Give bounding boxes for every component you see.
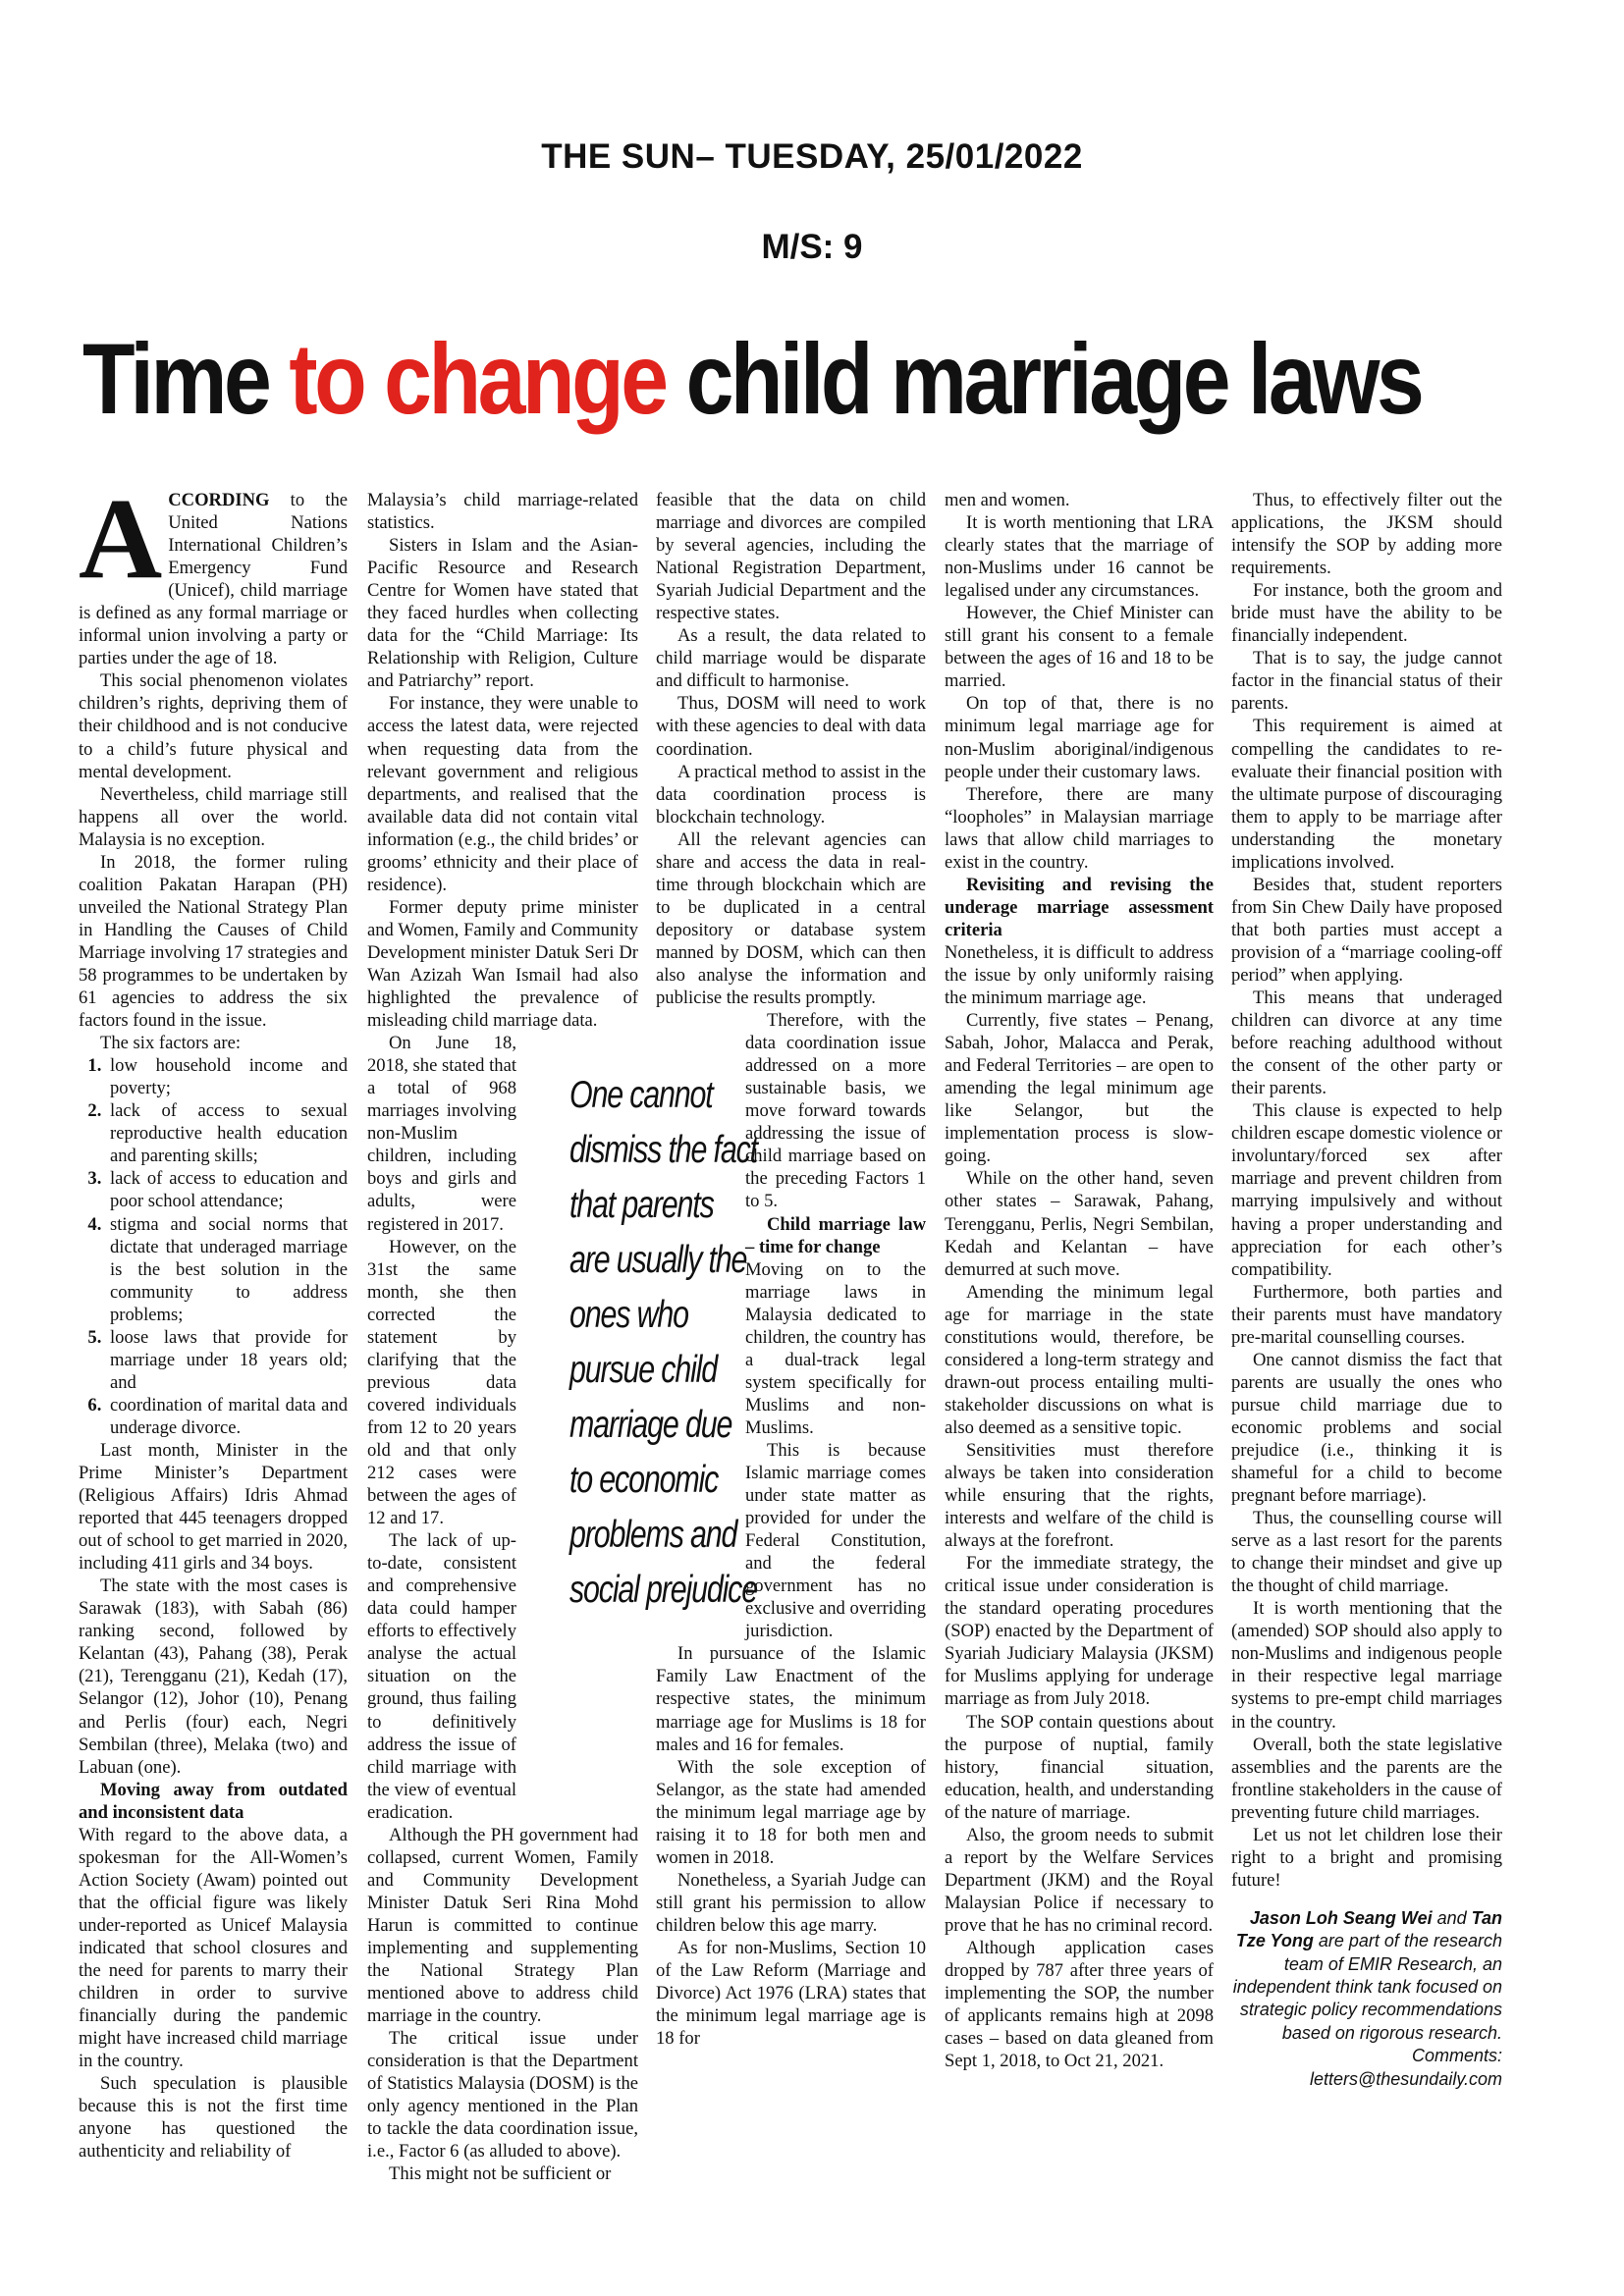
pull-quote-line: ones who [569, 1294, 688, 1336]
byline-and: and [1432, 1907, 1472, 1928]
paragraph: Sensitivities must therefore always be taken into consideration while ensuring that the rights, interests and welfare of the child is always at the forefront. [945, 1439, 1214, 1552]
pull-quote [569, 1068, 757, 1618]
paragraph: Nonetheless, a Syariah Judge can still grant his permission to allow children below this age marry. [656, 1869, 926, 1936]
paragraph: A practical method to assist in the data coordination process is blockchain technology. [656, 761, 926, 828]
headline-part3: child marriage laws [665, 323, 1422, 435]
pull-quote-line: pursue child [569, 1349, 717, 1391]
author-name: Jason Loh Seang Wei [1249, 1907, 1433, 1928]
pull-quote-line: social prejudice [569, 1569, 757, 1611]
paragraph: Thus, to effectively filter out the applications, the JKSM should intensify the SOP by adding more requirements. [1231, 490, 1502, 579]
list-item: 3. lack of access to education and poor school attendance; [106, 1167, 348, 1212]
paragraph: The state with the most cases is Sarawak (183), with Sabah (86) ranking second, followed by Kelantan (43), Pahang (38), Perak (21), Terengganu (21), Kedah (17), Selangor (12), Johor (10), Penang and Perlis (four) each, Negri Sembilan (three), Melaka (two) and Labuan (one). [79, 1575, 348, 1778]
paragraph: Such speculation is plausible because this is not the first time anyone has questioned the authenticity and reliability of [79, 2073, 348, 2163]
paragraph: While on the other hand, seven other states – Sarawak, Pahang, Terengganu, Perlis, Negri Sembilan, Kedah and Kelantan – have demurred at such move. [945, 1168, 1214, 1280]
paragraph: Sisters in Islam and the Asian-Pacific Resource and Research Centre for Women have stated that they faced hurdles when collecting data for the “Child Marriage: Its Relationship with Religion, Culture and Patriarchy” report. [367, 535, 638, 692]
paragraph: In pursuance of the Islamic Family Law Enactment of the respective states, the minimum marriage age for Muslims is 18 for males and 16 for females. [656, 1643, 926, 1755]
pull-quote-line: problems and [569, 1514, 737, 1556]
wrapped-text [745, 1009, 926, 1642]
column-4 [945, 489, 1214, 2072]
list-item: 4. stigma and social norms that dictate that underaged marriage is the best solution in the community to address problems; [106, 1213, 348, 1326]
paragraph: Although application cases dropped by 787 after three years of implementing the SOP, the number of applicants remains high at 2098 cases – based on data gleaned from Sept 1, 2018, to Oct 21, 2021. [945, 1938, 1214, 2072]
paragraph: It is worth mentioning that LRA clearly states that the marriage of non-Muslims under 16 cannot be legalised under any circumstances. [945, 512, 1214, 602]
paragraph: Although the PH government had collapsed, current Women, Family and Community Development Minister Datuk Seri Rina Mohd Harun is committed to continue implementing and supplementing the National Strategy Plan mentioned above to address child marriage in the country. [367, 1824, 638, 2027]
paragraph: Overall, both the state legislative assemblies and the parents are the frontline stakeholders in the cause of preventing future child marriages. [1231, 1734, 1502, 1823]
paragraph: Last month, Minister in the Prime Minister’s Department (Religious Affairs) Idris Ahmad reported that 445 teenagers dropped out of school to get married in 2020, including 411 girls and 34 boys. [79, 1439, 348, 1575]
paragraph: Besides that, student reporters from Sin Chew Daily have proposed that both parties must accept a provision of a “marriage cooling-off period” when applying. [1231, 874, 1502, 986]
paragraph: feasible that the data on child marriage and divorces are compiled by several agencies, including the National Registration Department, Syariah Judicial Department and the respective states. [656, 490, 926, 624]
paragraph: Former deputy prime minister and Women, Family and Community Development minister Datuk Seri Dr Wan Azizah Wan Ismail had also highlighted the prevalence of misleading child marriage data. [367, 896, 638, 1032]
author-byline [1231, 1907, 1502, 2091]
paragraph: Therefore, there are many “loopholes” in Malaysian marriage laws that allow child marriages to exist in the country. [945, 783, 1214, 873]
page-number: M/S: 9 [761, 228, 863, 266]
paragraph: Currently, five states – Penang, Sabah, Johor, Malacca and Perak, and Federal Territories – are open to amending the legal minimum age like Selangor, but the implementation process is slow-going. [945, 1010, 1214, 1167]
paragraph: Let us not let children lose their right to a bright and promising future! [1231, 1824, 1502, 1891]
pull-quote-line: One cannot [569, 1074, 713, 1116]
paragraph: This requirement is aimed at compelling the candidates to re-evaluate their financial position with the ultimate purpose of discouraging them to apply to be marriage after understanding the monetary implications involved. [1231, 716, 1502, 873]
paragraph: For the immediate strategy, the critical issue under consideration is the standard operating procedures (SOP) enacted by the Department of Syariah Judiciary Malaysia (JKSM) for Muslims applying for underage marriage as from July 2018. [945, 1553, 1214, 1710]
paragraph: Thus, DOSM will need to work with these agencies to deal with data coordination. [656, 693, 926, 760]
column-1 [79, 474, 348, 2163]
paragraph: The lack of up-to-date, consistent and comprehensive data could hamper efforts to effectively analyse the actual situation on the ground, thus failing to definitively address the issue of child marriage with the view of eventual eradication. [367, 1530, 516, 1823]
pull-quote-line: are usually the [569, 1239, 747, 1281]
paragraph: In 2018, the former ruling coalition Pakatan Harapan (PH) unveiled the National Strategy Plan in Handling the Causes of Child Marriage involving 17 strategies and 58 programmes to be undertaken by 61 agencies to address the six factors found in the issue. [79, 851, 348, 1032]
paragraph: Nonetheless, it is difficult to address the issue by only uniformly raising the minimum marriage age. [945, 941, 1214, 1009]
paragraph: Furthermore, both parties and their parents must have mandatory pre-marital counselling courses. [1231, 1281, 1502, 1348]
paragraph: Malaysia’s child marriage-related statistics. [367, 490, 638, 534]
lead-text: to the United Nations International Children’s Emergency Fund (Unicef), child marriage is defined as any formal marriage or informal union involving a party or parties under the age of 18. [79, 490, 348, 669]
paragraph: men and women. [945, 490, 1070, 510]
byline-text: are part of the research team of EMIR Research, an independent think tank focused on strategic policy recommendations based on rigorous research. Comments: letters@thesundaily.com [1232, 1931, 1502, 2089]
headline [82, 323, 1422, 435]
pull-quote-line: marriage due [569, 1404, 732, 1446]
paragraph: On June 18, 2018, she stated that a total of 968 marriages involving non-Muslim children, including boys and girls and adults, were registered in 2017. [367, 1033, 516, 1235]
paragraph: For instance, they were unable to access the latest data, were rejected when requesting data from the relevant government and religious departments, and realised that the available data did not contain vital information (e.g., the child brides’ or grooms’ ethnicity and their place of residence). [367, 693, 638, 895]
paragraph: One cannot dismiss the fact that parents are usually the ones who pursue child marriage due to economic problems and social prejudice (i.e., thinking it is shameful for a child to become pregnant before marriage). [1231, 1349, 1502, 1507]
paragraph: Amending the minimum legal age for marriage in the state constitutions would, therefore, be considered a long-term strategy and drawn-out process entailing multi-stakeholder discussions on what is also deemed as a sensitive topic. [945, 1281, 1214, 1438]
author-name: Tan Tze Yong [1235, 1907, 1502, 1951]
paragraph: However, the Chief Minister can still grant his consent to a female between the ages of 16 and 18 to be married. [945, 603, 1214, 692]
subheading: Revisiting and revising the underage marriage assessment criteria [945, 874, 1214, 940]
paragraph: This means that underaged children can divorce at any time before reaching adulthood without the consent of the other party or their parents. [1231, 988, 1502, 1099]
list-item: 5. loose laws that provide for marriage under 18 years old; and [106, 1326, 348, 1394]
paragraph: This clause is expected to help children escape domestic violence or involuntary/forced sex after marriage and prevent children from marrying impulsively and without having a proper understanding and appreciation for each other’s compatibility. [1231, 1100, 1502, 1280]
pull-quote-line: dismiss the fact [569, 1129, 757, 1171]
pull-quote-line: that parents [569, 1184, 714, 1226]
list-item: 6. coordination of marital data and underage divorce. [106, 1394, 348, 1439]
masthead: THE SUN– TUESDAY, 25/01/2022 [541, 137, 1083, 176]
paragraph: Moving on to the marriage laws in Malaysia dedicated to children, the country has a dual-track legal system specifically for Muslims and non-Muslims. [745, 1258, 926, 1438]
wrapped-text [367, 1032, 516, 1824]
paragraph: With regard to the above data, a spokesman for the All-Women’s Action Society (Awam) pointed out that the official figure was likely under-reported as Unicef Malaysia indicated that school closures and the need for parents to marry their children in order to survive financially during the pandemic might have increased child marriage in the country. [79, 1824, 348, 2072]
paragraph: This might not be sufficient or [389, 2163, 612, 2185]
paragraph: Nevertheless, child marriage still happens all over the world. Malaysia is no exception. [79, 783, 348, 850]
paragraph: This is because Islamic marriage comes under state matter as provided for under the Federal Constitution, and the federal government has no exclusive and overriding jurisdiction. [745, 1439, 926, 1642]
drop-cap: A [79, 474, 163, 603]
lead-paragraph [79, 474, 348, 669]
paragraph: Therefore, with the data coordination issue addressed on a more sustainable basis, we move forward towards addressing the issue of child marriage based on the preceding Factors 1 to 5. [745, 1010, 926, 1212]
subheading: Child marriage law – time for change [745, 1213, 926, 1257]
factors-list [79, 1054, 348, 1439]
paragraph: As a result, the data related to child marriage would be disparate and difficult to harmonise. [656, 625, 926, 692]
lead-bold: CCORDING [168, 490, 270, 510]
paragraph: It is worth mentioning that the (amended) SOP should also apply to non-Muslims and indigenous people in their respective legal marriage systems to pre-empt child marriages in the country. [1231, 1598, 1502, 1733]
paragraph: Also, the groom needs to submit a report by the Welfare Services Department (JKM) and the Royal Malaysian Police if necessary to prove that he has no criminal record. [945, 1824, 1214, 1936]
paragraph: This social phenomenon violates children’s rights, depriving them of their childhood and is not conducive to a child’s future physical and mental development. [79, 670, 348, 782]
paragraph: With the sole exception of Selangor, as the state had amended the minimum legal marriage age by raising it to 18 for both men and women in 2018. [656, 1756, 926, 1868]
list-item: 2. lack of access to sexual reproductive health education and parenting skills; [106, 1099, 348, 1167]
paragraph: The six factors are: [100, 1033, 242, 1054]
subheading: Moving away from outdated and inconsistent data [79, 1779, 348, 1823]
headline-highlight: to change [289, 323, 666, 435]
paragraph: For instance, both the groom and bride must have the ability to be financially independent. [1231, 580, 1502, 647]
list-item: 1. low household income and poverty; [106, 1054, 348, 1099]
paragraph: The critical issue under consideration is that the Department of Statistics Malaysia (DOSM) is the only agency mentioned in the Plan to tackle the data coordination issue, i.e., Factor 6 (as alluded to above). [367, 2028, 638, 2163]
paragraph: On top of that, there is no minimum legal marriage age for non-Muslim aboriginal/indigenous people under their customary laws. [945, 693, 1214, 782]
paragraph: That is to say, the judge cannot factor in the financial status of their parents. [1231, 648, 1502, 715]
headline-part1: Time [82, 323, 290, 435]
pull-quote-line: to economic [569, 1459, 719, 1501]
paragraph: Thus, the counselling course will serve as a last resort for the parents to change their mindset and give up the thought of child marriage. [1231, 1508, 1502, 1597]
paragraph: However, on the 31st the same month, she then corrected the statement by clarifying that the previous data covered individuals from 12 to 20 years old and that only 212 cases were between the ages of 12 and 17. [367, 1236, 516, 1529]
paragraph: As for non-Muslims, Section 10 of the Law Reform (Marriage and Divorce) Act 1976 (LRA) states that the minimum legal marriage age is 18 for [656, 1938, 926, 2050]
column-5 [1231, 489, 1502, 2091]
paragraph: All the relevant agencies can share and access the data in real-time through blockchain which are to be duplicated in a central depository or database system manned by DOSM, which can then also analyse the information and publicise the results promptly. [656, 828, 926, 1009]
paragraph: The SOP contain questions about the purpose of nuptial, family history, financial situation, education, health, and understanding of the nature of marriage. [945, 1711, 1214, 1823]
